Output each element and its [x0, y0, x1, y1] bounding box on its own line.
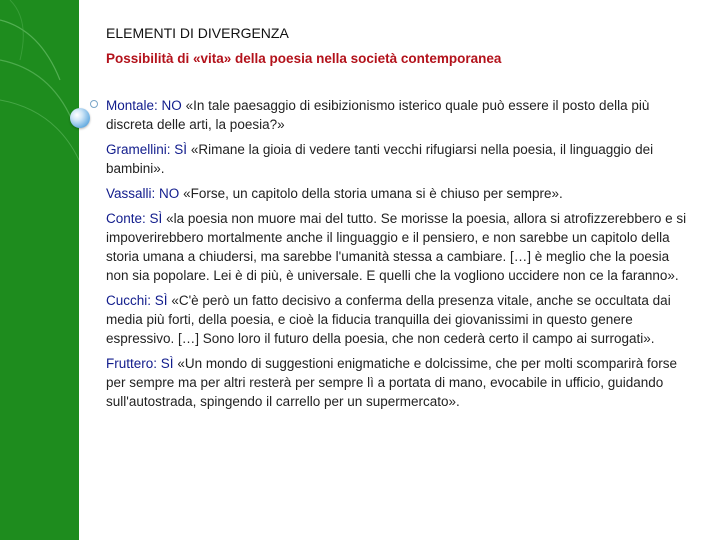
entry-verdict: NO	[161, 98, 182, 113]
ring-bullet-icon	[90, 100, 98, 108]
entry-verdict: NO	[159, 186, 180, 201]
entry-montale: Montale: NO «In tale paesaggio di esibizionismo isterico quale può essere il posto della più discreta delle arti, la poesia?»	[106, 98, 650, 132]
decorative-arcs	[0, 0, 79, 540]
entry-verdict: SÌ	[160, 356, 174, 371]
entry-author: Conte	[106, 211, 143, 226]
entry-vassalli: Vassalli: NO «Forse, un capitolo della storia umana si è chiuso per sempre».	[106, 186, 563, 201]
slide-subheading: Possibilità di «vita» della poesia nella società contemporanea	[106, 51, 502, 66]
entry-text: «Forse, un capitolo della storia umana si è chiuso per sempre».	[183, 186, 563, 201]
entry-text: «C'è però un fatto decisivo a conferma della presenza vitale, anche se occultata dai media più forti, della poesia, e cioè la fiducia tranquilla dei giovanissimi in questo genere espressivo. […] Sono loro il futuro della poesia, che non cederà certo il campo ai surrogati».	[106, 293, 671, 346]
entry-verdict: SÌ	[149, 211, 163, 226]
entry-verdict: SÌ	[154, 293, 168, 308]
entry-author: Fruttero	[106, 356, 154, 371]
entry-gramellini: Gramellini: SÌ «Rimane la gioia di vedere tanti vecchi rifugiarsi nella poesia, il linguaggio dei bambini».	[106, 142, 654, 176]
entry-author: Cucchi	[106, 293, 148, 308]
blue-orb-icon	[70, 108, 90, 128]
entry-cucchi: Cucchi: SÌ «C'è però un fatto decisivo a conferma della presenza vitale, anche se occultata dai media più forti, della poesia, e cioè la fiducia tranquilla dei giovanissimi in questo genere espressivo. […] Sono loro il futuro della poesia, che non cederà certo il campo ai surrogati».	[106, 293, 671, 346]
entry-author: Gramellini	[106, 142, 167, 157]
entry-text: «la poesia non muore mai del tutto. Se morisse la poesia, allora si atrofizzerebbero e si impoverirebbero mortalmente anche il linguaggio e il pensiero, e non sarebbe un capitolo della storia umana a chiudersi, ma sarebbe l'umanità stessa a cambiare. […] è meglio che la poesia non sia popolare. Lei è di più, è universale. E quelli che la vogliono uccidere non ce la faranno».	[106, 211, 687, 283]
entry-author: Montale	[106, 98, 155, 113]
entry-conte: Conte: SÌ «la poesia non muore mai del tutto. Se morisse la poesia, allora si atrofizzerebbero e si impoverirebbero mortalmente anche il linguaggio e il pensiero, e non sarebbe un capitolo della storia umana a chiudersi, ma sarebbe l'umanità stessa a cambiare. […] è meglio che la poesia non sia popolare. Lei è di più, è universale. E quelli che la vogliono uccidere non ce la faranno».	[106, 211, 687, 283]
green-sidebar	[0, 0, 79, 540]
entry-text: «Rimane la gioia di vedere tanti vecchi rifugiarsi nella poesia, il linguaggio dei bambini».	[106, 142, 654, 176]
slide-heading: ELEMENTI DI DIVERGENZA	[106, 25, 289, 41]
entry-text: «Un mondo di suggestioni enigmatiche e dolcissime, che per molti scomparirà forse per sempre ma per altri resterà per sempre lì a portata di mano, evocabile in ufficio, guidando sull'autostrada, spingendo il carrello per un supermercato».	[106, 356, 678, 409]
entries-list	[106, 96, 691, 417]
entry-fruttero: Fruttero: SÌ «Un mondo di suggestioni enigmatiche e dolcissime, che per molti scomparirà forse per sempre ma per altri resterà per sempre lì a portata di mano, evocabile in ufficio, guidando sull'autostrada, spingendo il carrello per un supermercato».	[106, 356, 678, 409]
entry-text: «In tale paesaggio di esibizionismo isterico quale può essere il posto della più discreta delle arti, la poesia?»	[106, 98, 650, 132]
entry-verdict: SÌ	[174, 142, 188, 157]
entry-author: Vassalli	[106, 186, 152, 201]
